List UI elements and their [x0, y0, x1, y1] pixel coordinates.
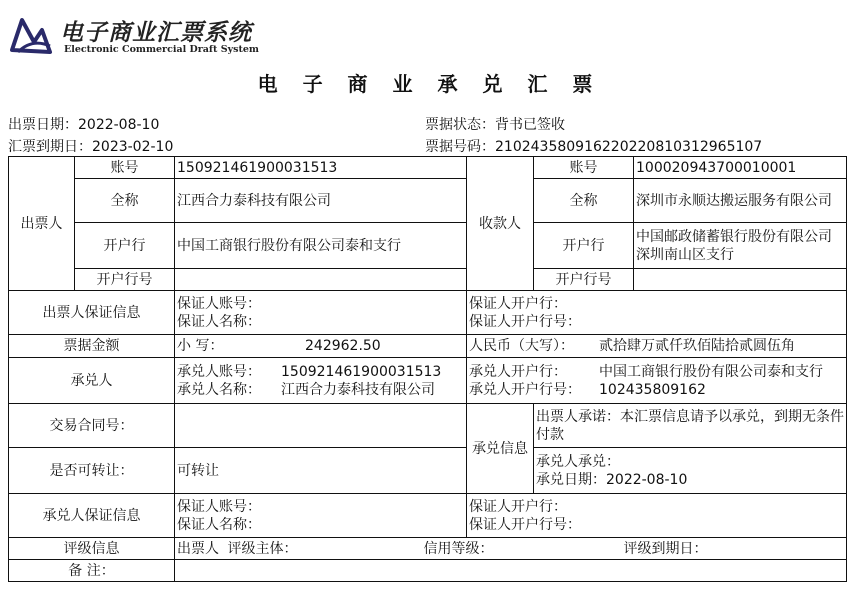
- drawer-bank-no-label: 开户行号: [75, 269, 175, 291]
- acceptor-bank-no-label: 承兑人开户行号：: [469, 381, 581, 398]
- payee-account-value: 100020943700010001: [634, 157, 847, 179]
- drawer-name-value: 江西合力泰科技有限公司: [175, 179, 467, 223]
- payee-bank-label: 开户行: [534, 223, 634, 269]
- draft-number: [425, 136, 762, 156]
- due-date: [8, 136, 173, 156]
- acceptor-guarantee-right: [467, 494, 847, 538]
- acceptance-date-value: 2022-08-10: [606, 471, 688, 488]
- ecds-logo-icon: [8, 12, 54, 58]
- drawer-promise: 出票人承诺：本汇票信息请予以承兑，到期无条件付款: [534, 404, 847, 448]
- drawer-bank-label: 开户行: [75, 223, 175, 269]
- draft-number-value: 210243580916220220810312965107: [495, 139, 763, 155]
- draft-number-label: 票据号码：: [425, 139, 495, 155]
- drawer-account-value: 150921461900031513: [175, 157, 467, 179]
- acceptor-guarantee-left: [175, 494, 467, 538]
- issue-date-label: 出票日期：: [8, 117, 78, 133]
- rating-subject-label: 评级主体：: [227, 540, 298, 557]
- acceptor-bank-no-value: 102435809162: [599, 381, 706, 398]
- payee-bank-no-label: 开户行号: [534, 269, 634, 291]
- acceptor-promise-cell: [534, 448, 847, 494]
- acceptor-bank-label: 承兑人开户行：: [469, 363, 567, 380]
- contract-value: [175, 404, 467, 448]
- drawer-guarantor-bank-no-label: 保证人开户行号：: [469, 313, 581, 330]
- acceptor-bank-value: 中国工商银行股份有限公司泰和支行: [599, 363, 823, 380]
- drawer-bank-no-value: [175, 269, 467, 291]
- drawer-guarantor-bank-label: 保证人开户行：: [469, 295, 567, 312]
- amount-small-value: 242962.50: [305, 338, 381, 354]
- drawer-account-label: 账号: [75, 157, 175, 179]
- acceptor-guarantor-bank-label: 保证人开户行：: [469, 498, 567, 515]
- amount-small-label: 小 写：: [177, 338, 224, 354]
- drawer-label: 出票人: [9, 157, 75, 291]
- drawer-guarantor-account-label: 保证人账号：: [177, 295, 261, 312]
- amount-big-value: 贰拾肆万贰仟玖佰陆拾贰圆伍角: [599, 338, 795, 354]
- acceptor-account-value: 150921461900031513: [281, 363, 442, 380]
- draft-status: [425, 114, 565, 134]
- acceptor-label: 承兑人: [9, 358, 175, 404]
- brand-name-cn: 电子商业汇票系统: [60, 19, 252, 46]
- drawer-bank-value: 中国工商银行股份有限公司泰和支行: [175, 223, 467, 269]
- acceptor-guarantor-account-label: 保证人账号：: [177, 498, 261, 515]
- drawer-guarantee-right: [467, 291, 847, 335]
- drawer-guarantee-left: [175, 291, 467, 335]
- rating-label: 评级信息: [9, 538, 175, 560]
- transferable-value: 可转让: [175, 448, 467, 494]
- acceptance-info-label: 承兑信息: [467, 404, 534, 494]
- remarks-value: [175, 560, 847, 582]
- transferable-label: 是否可转让：: [9, 448, 175, 494]
- acceptor-account-label: 承兑人账号：: [177, 363, 261, 380]
- acceptor-name-label: 承兑人名称：: [177, 381, 261, 398]
- acceptor-name-value: 江西合力泰科技有限公司: [281, 381, 435, 398]
- drawer-guarantee-label: 出票人保证信息: [9, 291, 175, 335]
- draft-table: [8, 156, 847, 582]
- amount-big: [467, 335, 847, 358]
- acceptance-date-label: 承兑日期：: [536, 471, 606, 488]
- rating-drawer-label: 出票人: [177, 540, 219, 557]
- drawer-name-label: 全称: [75, 179, 175, 223]
- amount-label: 票据金额: [9, 335, 175, 358]
- payee-bank-value: 中国邮政储蓄银行股份有限公司深圳南山区支行: [634, 223, 847, 269]
- draft-status-label: 票据状态：: [425, 117, 495, 133]
- payee-account-label: 账号: [534, 157, 634, 179]
- due-date-label: 汇票到期日：: [8, 139, 92, 155]
- issue-date-value: 2022-08-10: [78, 117, 160, 133]
- issue-date: [8, 114, 159, 134]
- acceptor-guarantor-name-label: 保证人名称：: [177, 516, 261, 533]
- rating-info: [175, 538, 847, 560]
- rating-credit-label: 信用等级：: [423, 540, 494, 557]
- drawer-guarantor-name-label: 保证人名称：: [177, 313, 261, 330]
- contract-label: 交易合同号：: [9, 404, 175, 448]
- acceptor-right: [467, 358, 847, 404]
- payee-bank-no-value: [634, 269, 847, 291]
- rating-expiry-label: 评级到期日：: [623, 540, 708, 557]
- acceptor-guarantor-bank-no-label: 保证人开户行号：: [469, 516, 581, 533]
- payee-label: 收款人: [467, 157, 534, 291]
- payee-name-label: 全称: [534, 179, 634, 223]
- acceptor-promise: 承兑人承兑：: [536, 453, 620, 470]
- page-title: 电 子 商 业 承 兑 汇 票: [257, 72, 602, 96]
- amount-small: [175, 335, 467, 358]
- acceptor-left: [175, 358, 467, 404]
- due-date-value: 2023-02-10: [92, 139, 174, 155]
- payee-name-value: 深圳市永顺达搬运服务有限公司: [634, 179, 847, 223]
- draft-status-value: 背书已签收: [495, 117, 565, 133]
- acceptor-guarantee-label: 承兑人保证信息: [9, 494, 175, 538]
- brand-name-en: Electronic Commercial Draft System: [64, 44, 259, 55]
- amount-big-label: 人民币（大写）：: [469, 338, 574, 354]
- remarks-label: 备 注：: [9, 560, 175, 582]
